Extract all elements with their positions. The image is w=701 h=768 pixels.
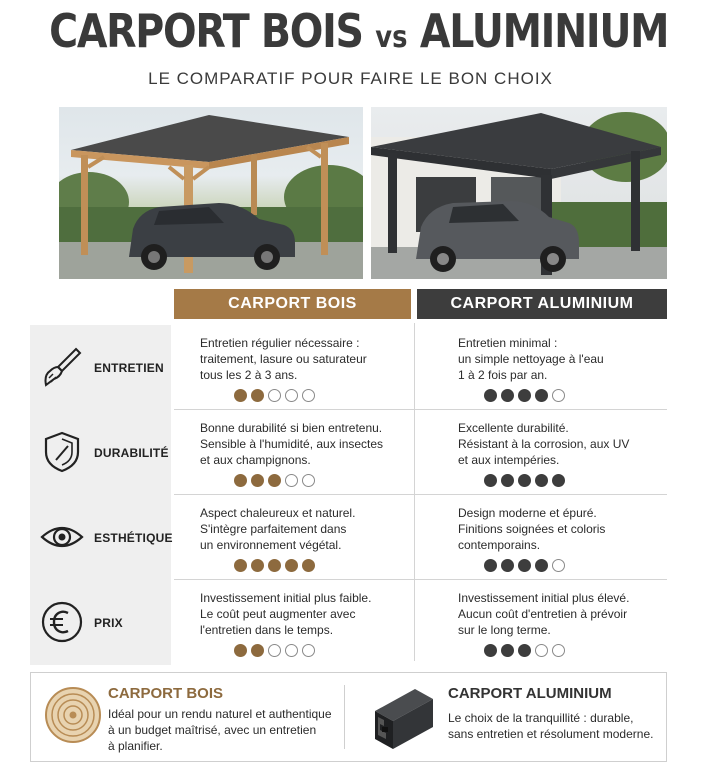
aluminium-cell	[420, 495, 667, 580]
rating-dot	[484, 644, 497, 657]
rating-dot	[535, 644, 548, 657]
wood-description: Bonne durabilité si bien entretenu. Sensible à l'humidité, aux insectes et aux champignons.	[200, 421, 384, 467]
wood-description: Aspect chaleureux et naturel. S'intègre parfaitement dans un environnement végétal.	[200, 506, 356, 552]
summary-aluminium-text: Le choix de la tranquillité : durable, sans entretien et résolument moderne.	[448, 711, 654, 741]
rating-dot	[285, 474, 298, 487]
rating-dot	[234, 644, 247, 657]
rating-dot	[251, 559, 264, 572]
aluminium-description: Excellente durabilité. Résistant à la corrosion, aux UV et aux intempéries.	[458, 421, 630, 467]
aluminium-cell	[420, 410, 667, 495]
rating-dot	[268, 644, 281, 657]
comparison-row	[30, 325, 667, 410]
rating-dot	[484, 559, 497, 572]
rating-dot	[268, 559, 281, 572]
eye-icon	[40, 515, 84, 559]
aluminium-cell	[420, 325, 667, 410]
shield-icon	[40, 430, 84, 474]
row-label: ENTRETIEN	[94, 360, 164, 375]
column-header-aluminium: CARPORT ALUMINIUM	[417, 289, 667, 319]
rating-dot	[302, 389, 315, 402]
rating-dot	[234, 474, 247, 487]
rating-dot	[501, 389, 514, 402]
rating-dot	[535, 474, 548, 487]
wood-carport-photo	[59, 107, 363, 279]
row-label: DURABILITÉ	[94, 445, 169, 460]
aluminium-description: Entretien minimal : un simple nettoyage à l'eau 1 à 2 fois par an.	[458, 336, 604, 382]
comparison-row	[30, 495, 667, 580]
rating-dot	[234, 559, 247, 572]
rating-dot	[552, 644, 565, 657]
wood-description: Investissement initial plus faible. Le coût peut augmenter avec l'entretien dans le temps.	[200, 591, 372, 637]
rating-dot	[552, 559, 565, 572]
page-subtitle: LE COMPARATIF POUR FAIRE LE BON CHOIX	[148, 69, 553, 88]
rating-dot	[518, 474, 531, 487]
row-label-cell	[30, 495, 171, 580]
rating-dot	[552, 389, 565, 402]
aluminium-cell	[420, 580, 667, 665]
rating-dot	[501, 644, 514, 657]
rating-dot	[535, 389, 548, 402]
aluminium-rating	[484, 644, 565, 657]
euro-icon	[40, 600, 84, 644]
rating-dot	[518, 644, 531, 657]
aluminium-carport-photo	[371, 107, 667, 279]
rating-dot	[268, 474, 281, 487]
title-left: CARPORT BOIS	[49, 4, 363, 58]
rating-dot	[251, 644, 264, 657]
rating-dot	[518, 389, 531, 402]
wood-rating	[234, 644, 315, 657]
rating-dot	[501, 474, 514, 487]
rating-dot	[501, 559, 514, 572]
aluminium-rating	[484, 474, 565, 487]
aluminium-description: Investissement initial plus élevé. Aucun coût d'entretien à prévoir sur le long terme.	[458, 591, 630, 637]
rating-dot	[268, 389, 281, 402]
row-label: PRIX	[94, 615, 123, 630]
wood-cell	[174, 495, 414, 580]
summary-aluminium-title: CARPORT ALUMINIUM	[448, 685, 612, 702]
page-title	[49, 4, 669, 58]
rating-dot	[285, 644, 298, 657]
comparison-row	[30, 410, 667, 495]
wood-rating	[234, 474, 315, 487]
aluminium-rating	[484, 559, 565, 572]
wood-rating	[234, 559, 315, 572]
row-label: ESTHÉTIQUE	[94, 530, 173, 545]
column-header-wood: CARPORT BOIS	[174, 289, 411, 319]
rating-dot	[251, 389, 264, 402]
aluminium-description: Design moderne et épuré. Finitions soignées et coloris contemporains.	[458, 506, 606, 552]
rating-dot	[285, 389, 298, 402]
wood-cell	[174, 325, 414, 410]
title-vs: vs	[375, 20, 408, 55]
row-label-cell	[30, 410, 171, 495]
summary-divider	[344, 685, 345, 749]
wood-description: Entretien régulier nécessaire : traitement, lasure ou saturateur tous les 2 à 3 ans.	[200, 336, 367, 382]
rating-dot	[234, 389, 247, 402]
summary-wood-text: Idéal pour un rendu naturel et authentique à un budget maîtrisé, avec un entretien à planifier.	[108, 707, 332, 753]
rating-dot	[535, 559, 548, 572]
wood-cell	[174, 410, 414, 495]
title-right: ALUMINIUM	[419, 4, 669, 58]
comparison-row	[30, 580, 667, 665]
summary-wood-title: CARPORT BOIS	[108, 685, 224, 702]
rating-dot	[484, 474, 497, 487]
summary-box	[30, 672, 667, 762]
brush-icon	[40, 345, 84, 389]
row-label-cell	[30, 325, 171, 410]
aluminium-rating	[484, 389, 565, 402]
aluminium-profile-icon	[367, 681, 441, 753]
wood-cell	[174, 580, 414, 665]
rating-dot	[302, 474, 315, 487]
wood-rating	[234, 389, 315, 402]
rating-dot	[552, 474, 565, 487]
wood-rings-icon	[43, 685, 103, 745]
rating-dot	[302, 644, 315, 657]
rating-dot	[518, 559, 531, 572]
rating-dot	[484, 389, 497, 402]
row-label-cell	[30, 580, 171, 665]
rating-dot	[302, 559, 315, 572]
rating-dot	[251, 474, 264, 487]
rating-dot	[285, 559, 298, 572]
